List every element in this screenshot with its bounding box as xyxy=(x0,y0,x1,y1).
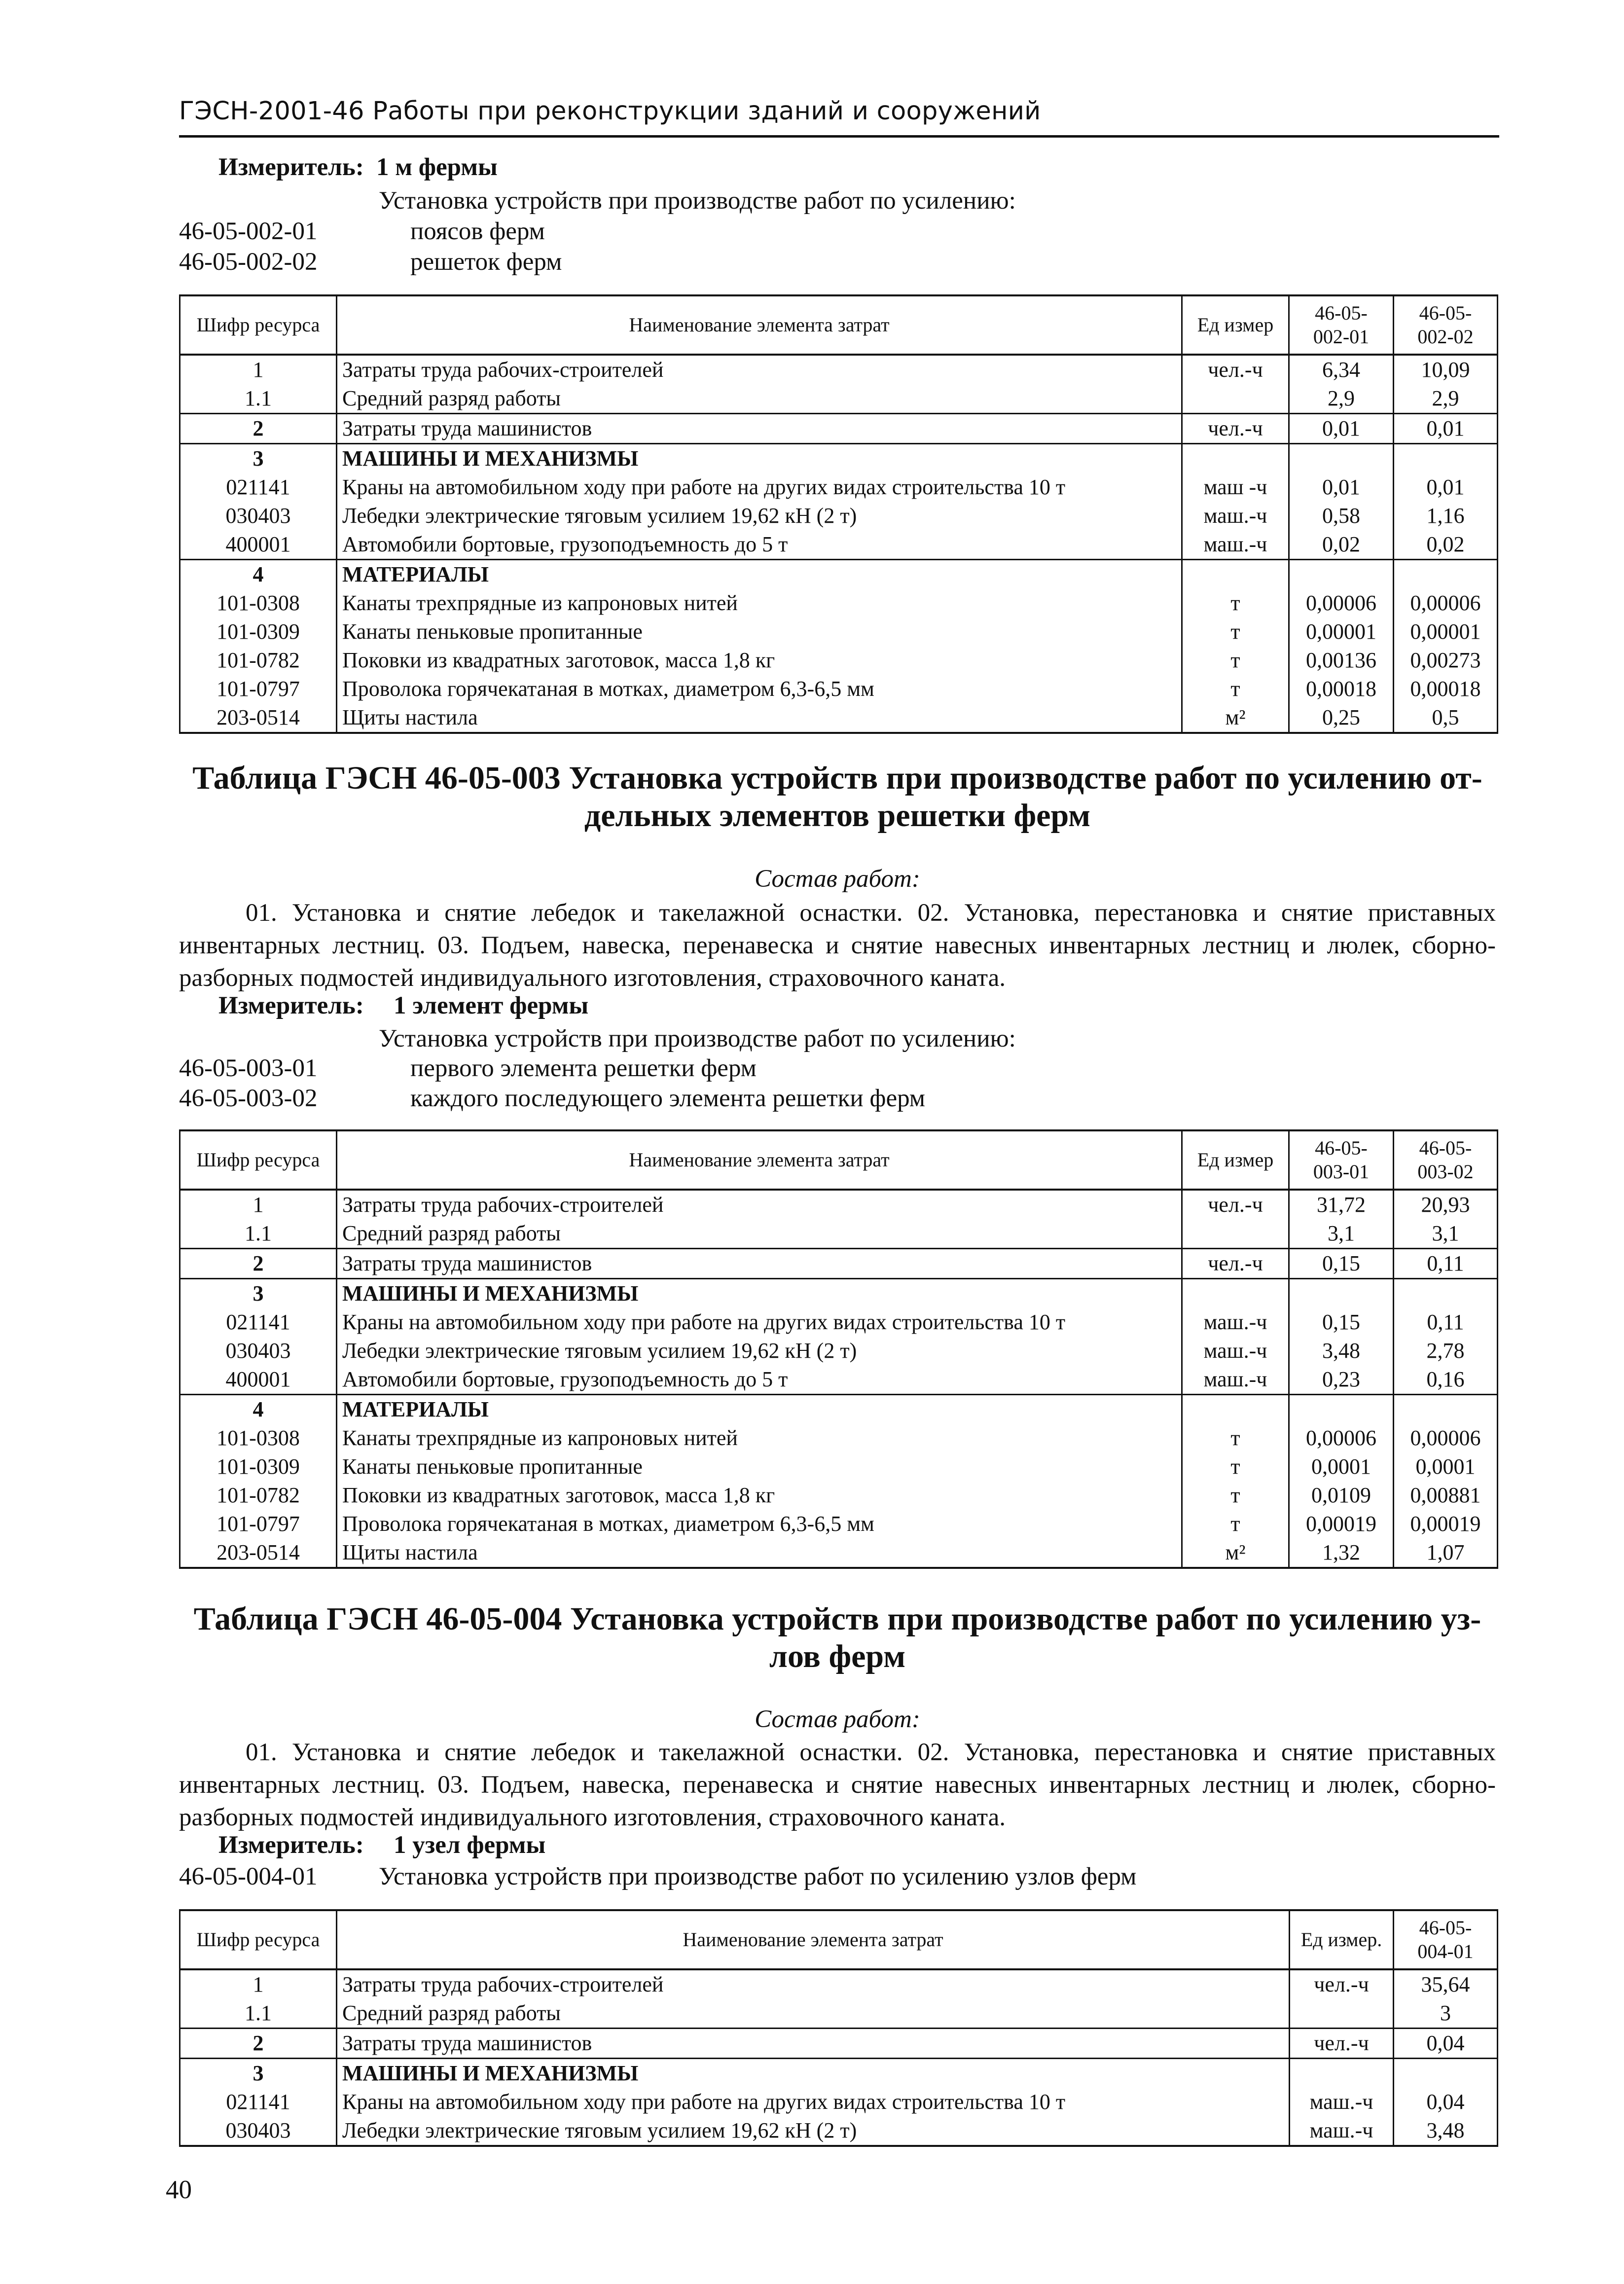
row-code: 2 xyxy=(180,414,337,444)
col-header-norm-1 xyxy=(1394,1910,1498,1969)
row-code: 400001 xyxy=(180,530,337,560)
row-code: 2 xyxy=(180,2029,337,2059)
row-value-1: 0,25 xyxy=(1289,703,1394,733)
col-header-norm-1-top: 46-05- xyxy=(1315,1137,1368,1159)
row-value-1: 0,58 xyxy=(1289,502,1394,530)
col-header-norm-1-bottom: 003-01 xyxy=(1313,1160,1370,1183)
row-value-2: 0,00001 xyxy=(1394,617,1498,646)
row-value-1: 3,48 xyxy=(1394,2116,1498,2146)
row-name: Лебедки электрические тяговым усилием 19,62 кН (2 т) xyxy=(337,502,1182,530)
row-unit: чел.-ч xyxy=(1182,414,1289,444)
col-header-unit: Ед измер xyxy=(1182,1130,1289,1190)
meter-label: Измеритель: xyxy=(218,1831,364,1859)
col-header-unit: Ед измер. xyxy=(1290,1910,1394,1969)
table-row xyxy=(180,560,1498,589)
row-value-2 xyxy=(1394,560,1498,589)
row-code: 101-0782 xyxy=(180,1481,337,1510)
table-row xyxy=(180,502,1498,530)
resource-table-003 xyxy=(179,1129,1498,1569)
norm-name: поясов ферм xyxy=(410,218,545,245)
row-code: 4 xyxy=(180,1395,337,1424)
table-row xyxy=(180,617,1498,646)
row-unit: т xyxy=(1182,646,1289,675)
running-header: ГЭСН-2001-46 Работы при реконструкции зданий и сооружений xyxy=(179,97,1041,126)
row-value-1 xyxy=(1289,1279,1394,1308)
table-title-46-05-004 xyxy=(179,1600,1496,1675)
row-value-1: 0,01 xyxy=(1289,414,1394,444)
row-value-1 xyxy=(1394,2059,1498,2088)
works-label: Состав работ: xyxy=(755,1705,920,1733)
row-name: Затраты труда рабочих-строителей xyxy=(337,1969,1290,1999)
table-row xyxy=(180,589,1498,617)
col-header-name: Наименование элемента затрат xyxy=(337,1130,1182,1190)
row-value-1: 31,72 xyxy=(1289,1190,1394,1219)
row-unit: чел.-ч xyxy=(1290,1969,1394,1999)
row-name: Лебедки электрические тяговым усилием 19,62 кН (2 т) xyxy=(337,1337,1182,1365)
meter-value: 1 элемент фермы xyxy=(394,992,589,1019)
table-row xyxy=(180,2116,1498,2146)
row-category-name: МАШИНЫ И МЕХАНИЗМЫ xyxy=(337,1279,1182,1308)
table-row xyxy=(180,1424,1498,1452)
col-header-norm-2-top: 46-05- xyxy=(1419,1137,1472,1159)
row-value-1: 6,34 xyxy=(1289,355,1394,384)
row-name: Затраты труда машинистов xyxy=(337,414,1182,444)
row-value-2: 0,00019 xyxy=(1394,1510,1498,1538)
row-unit: маш -ч xyxy=(1182,473,1289,502)
table-row xyxy=(180,530,1498,560)
row-value-1: 0,01 xyxy=(1289,473,1394,502)
row-value-1: 0,00006 xyxy=(1289,589,1394,617)
col-header-norm-2-bottom: 003-02 xyxy=(1417,1160,1474,1183)
norm-code: 46-05-003-02 xyxy=(179,1085,318,1112)
row-value-2: 0,00006 xyxy=(1394,589,1498,617)
table-row xyxy=(180,703,1498,733)
works-label: Состав работ: xyxy=(755,865,920,893)
norm-name: первого элемента решетки ферм xyxy=(410,1054,757,1082)
row-code: 3 xyxy=(180,444,337,473)
row-value-2 xyxy=(1394,1395,1498,1424)
norm-code: 46-05-002-02 xyxy=(179,248,318,276)
row-value-2 xyxy=(1394,1279,1498,1308)
col-header-norm-1 xyxy=(1289,295,1394,355)
row-code: 3 xyxy=(180,1279,337,1308)
row-unit xyxy=(1182,560,1289,589)
col-header-norm-1-top: 46-05- xyxy=(1315,302,1368,324)
row-value-2: 0,00273 xyxy=(1394,646,1498,675)
table-row xyxy=(180,2029,1498,2059)
col-header-name: Наименование элемента затрат xyxy=(337,295,1182,355)
row-value-2: 2,9 xyxy=(1394,384,1498,414)
row-unit: м² xyxy=(1182,703,1289,733)
row-unit xyxy=(1182,1279,1289,1308)
row-unit: маш.-ч xyxy=(1290,2116,1394,2146)
page-number: 40 xyxy=(166,2175,192,2204)
table-row xyxy=(180,2088,1498,2116)
col-header-name: Наименование элемента затрат xyxy=(337,1910,1290,1969)
table-row xyxy=(180,1308,1498,1337)
row-value-1 xyxy=(1289,560,1394,589)
row-unit: м² xyxy=(1182,1538,1289,1568)
norm-name: Установка устройств при производстве работ по усилению узлов ферм xyxy=(379,1863,1137,1890)
resource-table-002 xyxy=(179,294,1498,734)
row-code: 101-0309 xyxy=(180,1452,337,1481)
meter-value: 1 узел фермы xyxy=(394,1831,546,1859)
row-unit xyxy=(1290,1999,1394,2029)
meter-label: Измеритель: xyxy=(218,992,364,1019)
row-value-2: 2,78 xyxy=(1394,1337,1498,1365)
table-row xyxy=(180,1510,1498,1538)
col-header-norm-1 xyxy=(1289,1130,1394,1190)
row-name: Средний разряд работы xyxy=(337,384,1182,414)
row-unit: т xyxy=(1182,617,1289,646)
row-name: Затраты труда рабочих-строителей xyxy=(337,355,1182,384)
row-code: 101-0797 xyxy=(180,1510,337,1538)
row-value-1: 0,15 xyxy=(1289,1308,1394,1337)
table-row xyxy=(180,1452,1498,1481)
row-name: Затраты труда рабочих-строителей xyxy=(337,1190,1182,1219)
header-rule xyxy=(179,135,1499,138)
row-value-1: 0,02 xyxy=(1289,530,1394,560)
row-value-2: 3,1 xyxy=(1394,1219,1498,1249)
table-row xyxy=(180,1190,1498,1219)
table-title-line: Таблица ГЭСН 46-05-004 Установка устройств при производстве работ по усилению уз- xyxy=(193,1601,1481,1637)
row-value-1: 3,1 xyxy=(1289,1219,1394,1249)
table-header-row xyxy=(180,1910,1498,1969)
row-name: Лебедки электрические тяговым усилием 19,62 кН (2 т) xyxy=(337,2116,1290,2146)
row-value-1: 2,9 xyxy=(1289,384,1394,414)
row-name: Краны на автомобильном ходу при работе на других видах строительства 10 т xyxy=(337,1308,1182,1337)
row-unit: т xyxy=(1182,1510,1289,1538)
col-header-norm-1-top: 46-05- xyxy=(1419,1917,1472,1939)
row-unit: т xyxy=(1182,1424,1289,1452)
row-unit: чел.-ч xyxy=(1182,1249,1289,1279)
table-row xyxy=(180,1279,1498,1308)
row-value-1: 0,00001 xyxy=(1289,617,1394,646)
row-code: 021141 xyxy=(180,1308,337,1337)
table-header-row xyxy=(180,295,1498,355)
row-unit xyxy=(1182,444,1289,473)
col-header-norm-2-bottom: 002-02 xyxy=(1417,326,1474,348)
row-name: Канаты пеньковые пропитанные xyxy=(337,617,1182,646)
row-value-1 xyxy=(1289,444,1394,473)
table-row xyxy=(180,414,1498,444)
row-value-2: 1,07 xyxy=(1394,1538,1498,1568)
row-value-1: 0,15 xyxy=(1289,1249,1394,1279)
row-value-1: 0,00136 xyxy=(1289,646,1394,675)
row-name: Поковки из квадратных заготовок, масса 1,8 кг xyxy=(337,1481,1182,1510)
col-header-norm-2 xyxy=(1394,1130,1498,1190)
row-code: 101-0782 xyxy=(180,646,337,675)
row-category-name: МАТЕРИАЛЫ xyxy=(337,1395,1182,1424)
table-row xyxy=(180,646,1498,675)
row-name: Канаты трехпрядные из капроновых нитей xyxy=(337,1424,1182,1452)
resource-table-004 xyxy=(179,1909,1498,2147)
row-code: 1.1 xyxy=(180,1219,337,1249)
col-header-code: Шифр ресурса xyxy=(180,1910,337,1969)
row-value-2: 0,11 xyxy=(1394,1308,1498,1337)
row-name: Затраты труда машинистов xyxy=(337,2029,1290,2059)
row-category-name: МАШИНЫ И МЕХАНИЗМЫ xyxy=(337,2059,1290,2088)
row-unit: чел.-ч xyxy=(1182,1190,1289,1219)
row-code: 101-0309 xyxy=(180,617,337,646)
table-row xyxy=(180,1538,1498,1568)
row-unit: т xyxy=(1182,675,1289,703)
row-value-1: 0,23 xyxy=(1289,1365,1394,1395)
row-name: Средний разряд работы xyxy=(337,1219,1182,1249)
row-value-2: 0,16 xyxy=(1394,1365,1498,1395)
row-value-2: 10,09 xyxy=(1394,355,1498,384)
row-unit xyxy=(1290,2059,1394,2088)
row-unit xyxy=(1182,1395,1289,1424)
row-name: Проволока горячекатаная в мотках, диаметром 6,3-6,5 мм xyxy=(337,675,1182,703)
row-code: 021141 xyxy=(180,473,337,502)
row-code: 101-0308 xyxy=(180,1424,337,1452)
row-code: 1 xyxy=(180,355,337,384)
meter-value: 1 м фермы xyxy=(376,153,498,181)
row-name: Щиты настила xyxy=(337,1538,1182,1568)
table-row xyxy=(180,355,1498,384)
row-code: 030403 xyxy=(180,2116,337,2146)
row-code: 203-0514 xyxy=(180,703,337,733)
col-header-norm-2-top: 46-05- xyxy=(1419,302,1472,324)
table-header-row xyxy=(180,1130,1498,1190)
col-header-norm-2 xyxy=(1394,295,1498,355)
norm-intro: Установка устройств при производстве работ по усилению: xyxy=(379,1025,1016,1052)
row-code: 101-0308 xyxy=(180,589,337,617)
row-unit: т xyxy=(1182,589,1289,617)
row-value-2: 0,01 xyxy=(1394,414,1498,444)
row-code: 1.1 xyxy=(180,384,337,414)
row-unit xyxy=(1182,384,1289,414)
table-row xyxy=(180,1999,1498,2029)
col-header-norm-1-bottom: 004-01 xyxy=(1417,1940,1474,1962)
row-code: 203-0514 xyxy=(180,1538,337,1568)
row-value-1: 0,0109 xyxy=(1289,1481,1394,1510)
row-name: Канаты трехпрядные из капроновых нитей xyxy=(337,589,1182,617)
row-value-1: 1,32 xyxy=(1289,1538,1394,1568)
row-value-1: 3,48 xyxy=(1289,1337,1394,1365)
table-row xyxy=(180,473,1498,502)
row-name: Автомобили бортовые, грузоподъемность до 5 т xyxy=(337,530,1182,560)
col-header-norm-1-bottom: 002-01 xyxy=(1313,326,1370,348)
row-value-1: 0,00006 xyxy=(1289,1424,1394,1452)
row-value-2 xyxy=(1394,444,1498,473)
table-title-line: лов ферм xyxy=(769,1638,906,1674)
norm-intro: Установка устройств при производстве работ по усилению: xyxy=(379,187,1016,215)
table-title-line: Таблица ГЭСН 46-05-003 Установка устройств при производстве работ по усилению от- xyxy=(192,760,1482,796)
row-value-1: 3 xyxy=(1394,1999,1498,2029)
table-title-line: дельных элементов решетки ферм xyxy=(584,798,1091,834)
row-value-2: 1,16 xyxy=(1394,502,1498,530)
row-category-name: МАТЕРИАЛЫ xyxy=(337,560,1182,589)
table-row xyxy=(180,384,1498,414)
row-unit: маш.-ч xyxy=(1182,1308,1289,1337)
row-name: Краны на автомобильном ходу при работе на других видах строительства 10 т xyxy=(337,2088,1290,2116)
row-value-2: 0,00881 xyxy=(1394,1481,1498,1510)
row-name: Щиты настила xyxy=(337,703,1182,733)
works-description: 01. Установка и снятие лебедок и такелажной оснастки. 02. Установка, перестановка и снятие приставных инвентарных лестниц. 03. Подъем, навеска, перенавеска и снятие навесных инвентарных лестниц и люлек, сборно-разборных подмостей индивидуального изготовления, страховочного каната. xyxy=(179,1739,1496,1831)
table-row xyxy=(180,1365,1498,1395)
row-value-2: 0,02 xyxy=(1394,530,1498,560)
row-unit: чел.-ч xyxy=(1182,355,1289,384)
row-code: 030403 xyxy=(180,1337,337,1365)
row-code: 4 xyxy=(180,560,337,589)
row-code: 400001 xyxy=(180,1365,337,1395)
row-name: Затраты труда машинистов xyxy=(337,1249,1182,1279)
row-value-2: 0,00018 xyxy=(1394,675,1498,703)
row-code: 101-0797 xyxy=(180,675,337,703)
col-header-unit: Ед измер xyxy=(1182,295,1289,355)
row-value-1: 0,0001 xyxy=(1289,1452,1394,1481)
row-value-2: 0,00006 xyxy=(1394,1424,1498,1452)
row-unit: чел.-ч xyxy=(1290,2029,1394,2059)
row-unit: т xyxy=(1182,1481,1289,1510)
row-value-2: 0,5 xyxy=(1394,703,1498,733)
row-value-2: 0,0001 xyxy=(1394,1452,1498,1481)
table-row xyxy=(180,444,1498,473)
row-code: 3 xyxy=(180,2059,337,2088)
row-value-2: 0,11 xyxy=(1394,1249,1498,1279)
norm-code: 46-05-002-01 xyxy=(179,218,318,245)
row-value-1: 0,04 xyxy=(1394,2088,1498,2116)
norm-code: 46-05-004-01 xyxy=(179,1863,318,1890)
row-unit: маш.-ч xyxy=(1182,1337,1289,1365)
table-row xyxy=(180,1337,1498,1365)
works-description: 01. Установка и снятие лебедок и такелажной оснастки. 02. Установка, перестановка и снятие приставных инвентарных лестниц. 03. Подъем, навеска, перенавеска и снятие навесных инвентарных лестниц и люлек, сборно-разборных подмостей индивидуального изготовления, страховочного каната. xyxy=(179,899,1496,992)
row-value-1: 0,00019 xyxy=(1289,1510,1394,1538)
row-name: Автомобили бортовые, грузоподъемность до 5 т xyxy=(337,1365,1182,1395)
table-row xyxy=(180,1481,1498,1510)
row-value-2: 0,01 xyxy=(1394,473,1498,502)
norm-name: решеток ферм xyxy=(410,248,562,276)
col-header-code: Шифр ресурса xyxy=(180,295,337,355)
row-code: 030403 xyxy=(180,502,337,530)
meter-label: Измеритель: xyxy=(218,153,364,181)
row-name: Проволока горячекатаная в мотках, диаметром 6,3-6,5 мм xyxy=(337,1510,1182,1538)
norm-name: каждого последующего элемента решетки ферм xyxy=(410,1085,926,1112)
table-row xyxy=(180,1249,1498,1279)
table-row xyxy=(180,2059,1498,2088)
row-unit: маш.-ч xyxy=(1182,1365,1289,1395)
row-value-1: 0,00018 xyxy=(1289,675,1394,703)
row-unit: маш.-ч xyxy=(1182,530,1289,560)
table-row xyxy=(180,1395,1498,1424)
row-code: 1.1 xyxy=(180,1999,337,2029)
row-value-2: 20,93 xyxy=(1394,1190,1498,1219)
row-category-name: МАШИНЫ И МЕХАНИЗМЫ xyxy=(337,444,1182,473)
row-code: 1 xyxy=(180,1969,337,1999)
table-row xyxy=(180,675,1498,703)
table-row xyxy=(180,1969,1498,1999)
norm-code: 46-05-003-01 xyxy=(179,1054,318,1082)
row-name: Средний разряд работы xyxy=(337,1999,1290,2029)
row-value-1: 0,04 xyxy=(1394,2029,1498,2059)
row-unit: маш.-ч xyxy=(1290,2088,1394,2116)
row-unit: т xyxy=(1182,1452,1289,1481)
row-code: 1 xyxy=(180,1190,337,1219)
row-unit xyxy=(1182,1219,1289,1249)
row-name: Поковки из квадратных заготовок, масса 1,8 кг xyxy=(337,646,1182,675)
row-name: Краны на автомобильном ходу при работе на других видах строительства 10 т xyxy=(337,473,1182,502)
row-code: 2 xyxy=(180,1249,337,1279)
col-header-code: Шифр ресурса xyxy=(180,1130,337,1190)
row-value-1 xyxy=(1289,1395,1394,1424)
table-row xyxy=(180,1219,1498,1249)
row-value-1: 35,64 xyxy=(1394,1969,1498,1999)
row-code: 021141 xyxy=(180,2088,337,2116)
row-unit: маш.-ч xyxy=(1182,502,1289,530)
row-name: Канаты пеньковые пропитанные xyxy=(337,1452,1182,1481)
table-title-46-05-003 xyxy=(179,760,1496,834)
